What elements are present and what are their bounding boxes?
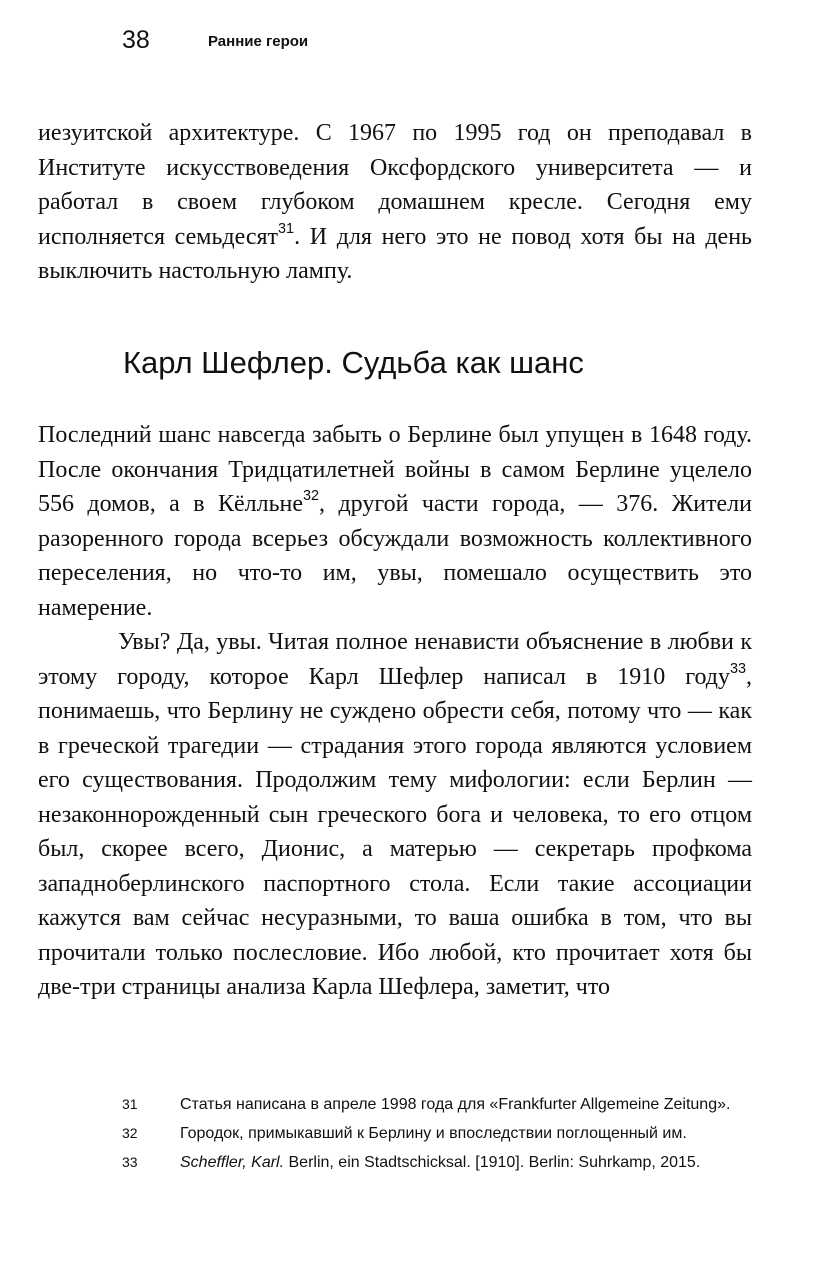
paragraph-text: Последний шанс навсегда забыть о Берлине был упущен в 1648 году. После окончания Тридцатилетней войны в самом Берлине уцелело 556 домов, а в Кёлльне: [38, 422, 752, 517]
footnote-ref-32[interactable]: 32: [303, 488, 320, 505]
footnote-text: Статья написана в апреле 1998 года для «Frankfurter Allgemeine Zeitung».: [180, 1096, 731, 1113]
footnote-number: 33: [122, 1154, 138, 1170]
paragraph-text: Увы? Да, увы. Читая полное ненависти объяснение в любви к этому городу, которое Карл Шефлер написал в 1910 году: [38, 629, 752, 690]
footnote-ref-31[interactable]: 31: [278, 220, 295, 237]
footnote-text: Berlin, ein Stadtschicksal. [1910]. Berlin: Suhrkamp, 2015.: [284, 1154, 701, 1171]
footnote-text: Городок, примыкавший к Берлину и впоследствии поглощенный им.: [180, 1125, 687, 1142]
footnote-number: 32: [122, 1125, 138, 1141]
footnote-31: [122, 1090, 752, 1119]
intro-text: иезуитской архитектуре. С 1967 по 1995 год он преподавал в Институте искусствоведения Оксфордского университета — и работал в своем глубоком домашнем кресле. Сегодня ему исполняется семьдесят: [38, 120, 752, 250]
footnote-32: [122, 1119, 752, 1148]
footnotes: [122, 1090, 752, 1177]
paragraph-text: , другой части города, — 376. Жители разоренного города всерьез обсуждали возможность коллективного переселения, но что-то им, увы, помешало осуществить это намерение.: [38, 491, 752, 621]
intro-paragraph: [38, 116, 752, 289]
section-paragraph-2: [38, 625, 752, 1005]
footnote-33: [122, 1148, 752, 1177]
footnote-ref-33[interactable]: 33: [729, 660, 746, 677]
section-body: [38, 418, 752, 1005]
footnote-number: 31: [122, 1096, 138, 1112]
page-number: 38: [122, 26, 150, 54]
section-paragraph-1: [38, 418, 752, 625]
footnote-author: Scheffler, Karl.: [180, 1154, 285, 1171]
section-heading: Карл Шефлер. Судьба как шанс: [123, 345, 584, 380]
intro-text-after: . И для него это не повод хотя бы на день выключить настольную лампу.: [38, 223, 752, 284]
running-title: Ранние герои: [208, 33, 309, 50]
paragraph-text: , понимаешь, что Берлину не суждено обрести себя, потому что — как в греческой трагедии — страдания этого города являются условием его существования. Продолжим тему мифологии: если Берлин — незаконнорожденный сын греческого бога и человека, то его отцом был, скорее всего, Дионис, а матерью — секретарь профкома западноберлинского паспортного стола. Если такие ассоциации кажутся вам сейчас несуразными, то ваша ошибка в том, что вы прочитали только послесловие. Ибо любой, кто прочитает хотя бы две-три страницы анализа Карла Шефлера, заметит, что: [38, 663, 752, 1000]
